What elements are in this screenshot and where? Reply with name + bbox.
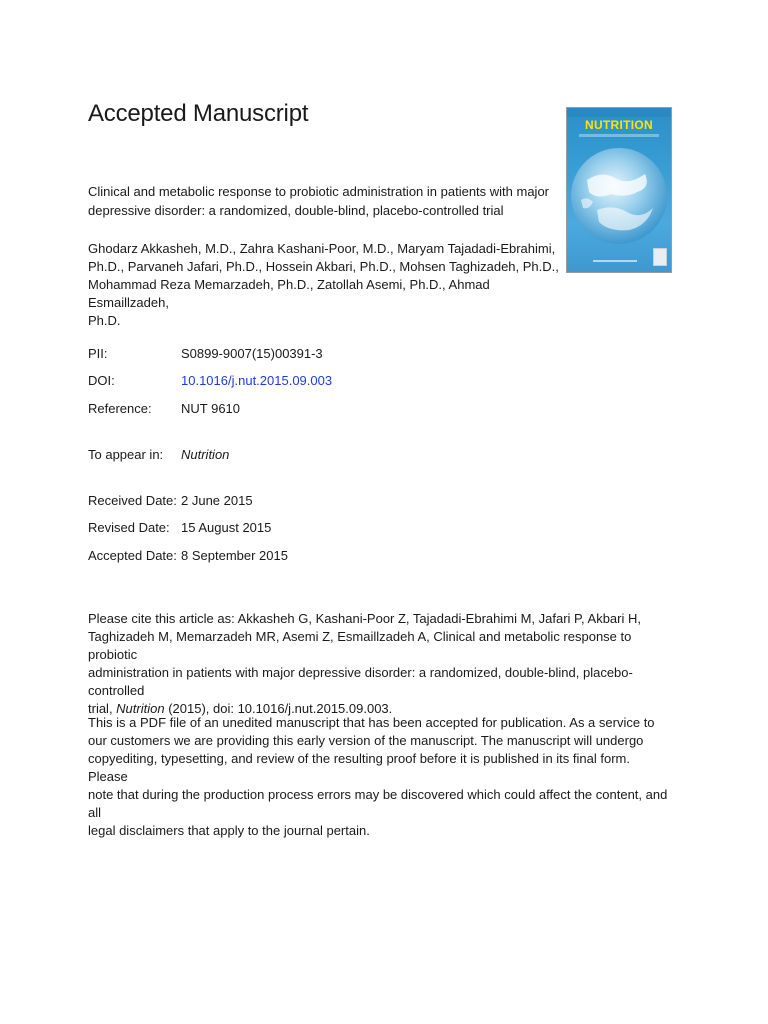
received-value: 2 June 2015 <box>181 493 253 508</box>
disclaimer-line: note that during the production process errors may be discovered which could affect the content, and all <box>88 787 668 820</box>
cover-journal-name: NUTRITION <box>585 118 654 132</box>
received-label: Received Date: <box>88 493 177 508</box>
disclaimer-line: This is a PDF file of an unedited manuscript that has been accepted for publication. As a service to <box>88 715 655 730</box>
revised-value: 15 August 2015 <box>181 520 272 535</box>
author-list <box>88 240 563 330</box>
earth-globe-icon <box>567 140 671 250</box>
author-line: Ph.D. <box>88 313 121 328</box>
revised-label: Revised Date: <box>88 520 170 535</box>
citation-text: (2015), doi: 10.1016/j.nut.2015.09.003. <box>164 701 393 716</box>
disclaimer-line: our customers we are providing this early version of the manuscript. The manuscript will undergo <box>88 733 644 748</box>
journal-cover-image <box>566 107 672 273</box>
disclaimer-paragraph <box>88 714 673 840</box>
reference-label: Reference: <box>88 401 152 416</box>
doi-link[interactable]: 10.1016/j.nut.2015.09.003 <box>181 373 333 388</box>
citation-text: trial, <box>88 701 117 716</box>
cover-top-bar <box>567 108 671 117</box>
appear-label: To appear in: <box>88 447 164 462</box>
publisher-logo-icon <box>653 248 667 266</box>
journal-name: Nutrition <box>181 447 230 462</box>
citation-journal: Nutrition <box>116 701 165 716</box>
disclaimer-line: copyediting, typesetting, and review of the resulting proof before it is published in its final form. Please <box>88 751 630 784</box>
cover-footer-strip <box>593 260 637 262</box>
cover-subtitle-strip <box>579 134 659 137</box>
citation-line: Please cite this article as: Akkasheh G, Kashani-Poor Z, Tajadadi-Ebrahimi M, Jafari P, Akbari H, <box>88 611 641 626</box>
accepted-label: Accepted Date: <box>88 548 177 563</box>
disclaimer-line: legal disclaimers that apply to the journal pertain. <box>88 823 370 838</box>
article-title-line: depressive disorder: a randomized, double-blind, placebo-controlled trial <box>88 203 504 218</box>
author-line: Mohammad Reza Memarzadeh, Ph.D., Zatollah Asemi, Ph.D., Ahmad Esmaillzadeh, <box>88 277 490 310</box>
author-line: Ph.D., Parvaneh Jafari, Ph.D., Hossein Akbari, Ph.D., Mohsen Taghizadeh, Ph.D., <box>88 259 559 274</box>
page-heading: Accepted Manuscript <box>88 100 309 127</box>
article-title <box>88 182 558 220</box>
accepted-value: 8 September 2015 <box>181 548 288 563</box>
citation-paragraph <box>88 610 673 718</box>
citation-line: Taghizadeh M, Memarzadeh MR, Asemi Z, Esmaillzadeh A, Clinical and metabolic response to probiotic <box>88 629 632 662</box>
doi-label: DOI: <box>88 373 115 388</box>
pii-value: S0899-9007(15)00391-3 <box>181 346 323 361</box>
citation-line: administration in patients with major depressive disorder: a randomized, double-blind, placebo-controlled <box>88 665 633 698</box>
author-line: Ghodarz Akkasheh, M.D., Zahra Kashani-Poor, M.D., Maryam Tajadadi-Ebrahimi, <box>88 241 556 256</box>
reference-value: NUT 9610 <box>181 401 241 416</box>
article-title-line: Clinical and metabolic response to probiotic administration in patients with major <box>88 184 550 199</box>
pii-label: PII: <box>88 346 108 361</box>
